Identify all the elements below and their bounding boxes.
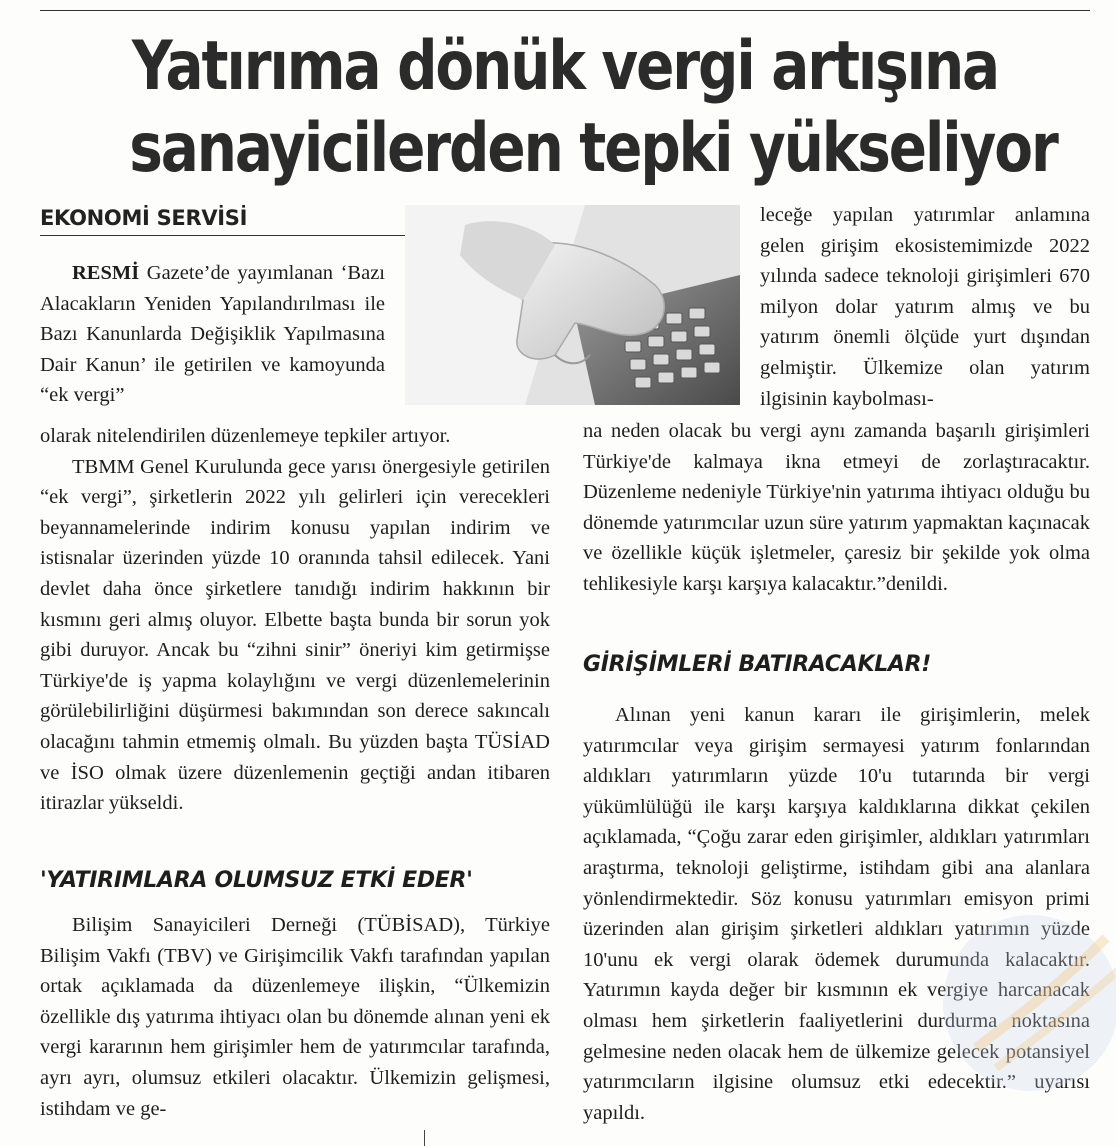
headline (129, 26, 1057, 190)
headline-line-2: sanayicilerden tepki yükseliyor (129, 109, 1057, 188)
left-column-body (40, 421, 550, 819)
left-column-top (40, 258, 385, 411)
column-separator (424, 1130, 425, 1146)
subheading-left: 'YATIRIMLARA OLUMSUZ ETKİ EDER' (40, 868, 473, 893)
hand-calculator-photo (405, 205, 740, 405)
paragraph-1-start (40, 258, 385, 411)
left-column-bottom (40, 910, 550, 1124)
paragraph-3: Bilişim Sanayicileri Derneği (TÜBİSAD), Türkiye Bilişim Vakfı (TBV) ve Girişimcilik Vakfı tarafından yapılan ortak açıklamada da düzenlemeye ilişkin, “Ülkemizin özellikle dış yatırıma ihtiyacı olan bu dönemde alınan yeni ek vergi kararının hem girişimler hem de yatırımcılar tarafında, ayrı ayrı, olumsuz etkileri olacaktır. Ülkemizin gelişmesi, istihdam ve ge- (40, 914, 550, 1120)
watermark-logo-icon (936, 908, 1116, 1098)
paragraph-3-end: na neden olacak bu vergi aynı zamanda başarılı girişimleri Türkiye'de kalmaya ikna etmeyi de zorlaştıracaktır. Düzenleme nedeniyle Türkiye'nin yatırıma ihtiyacı olduğu bu dönemde yatırımcılar uzun süre yatırım yapmaktan kaçınacak ve özellikle küçük işletmeler, çaresiz bir şekilde yok olma tehlikesiyle karşı karşıya kalacaktır.”denildi. (583, 420, 1090, 595)
right-column-top (760, 200, 1090, 414)
paragraph-1-text: Gazete’de yayımlanan ‘Bazı Alacakların Yeniden Yapılandırılması ile Bazı Kanunlarda Değişiklik Yapılmasına Dair Kanun’ ile getirilen ve kamoyunda “ek vergi” (40, 262, 385, 407)
lead-word: RESMİ (72, 262, 140, 284)
right-column-body (583, 416, 1090, 600)
paragraph-1-end: olarak nitelendirilen düzenlemeye tepkiler artıyor. (40, 425, 451, 447)
photo-illustration (405, 205, 740, 405)
paragraph-2: TBMM Genel Kurulunda gece yarısı önergesiyle getirilen “ek vergi”, şirketlerin 2022 yılı gelirleri için verecekleri beyannamelerinde indirim konusu yapılan indirim ve istisnalar üzerinden yüzde 10 oranında tahsil edilecek. Yani devlet daha önce şirketlere tanıdığı indirim hakkının bir kısmını geri almış oluyor. Elbette başta bunda bir sorun yok gibi duruyor. Ancak bu “zihni sinir” öneriyi kim getirmişse Türkiye'de iş yapma kolaylığını ve vergi düzenlemelerinin görülebilirliğini düşürmesi bakımından son derece sakıncalı olacağını tahmin etmemiş olmalı. Bu yüzden başta TÜSİAD ve İSO olmak üzere düzenlemenin geçtiği andan itibaren itirazlar yükseldi. (40, 455, 550, 815)
subheading-right: GİRİŞİMLERİ BATIRACAKLAR! (583, 652, 932, 677)
headline-line-1: Yatırıma dönük vergi artışına (131, 27, 999, 106)
paragraph-4: Alınan yeni kanun kararı ile girişimlerin, melek yatırımcılar veya girişim sermayesi yatırım fonlarından aldıkları yatırımların yüzde 10'u tutarında bir vergi yükümlülüğü ile karşı karşıya kaldıklarına dikkat çekilen açıklamada, “Çoğu zarar eden girişimler, aldıkları yatırımları araştırma, teknoloji geliştirme, istihdam gibi ana alanlara yönlendirmektedir. Söz konusu yatırımları emisyon primi üzerinden alan girişim şirketleri aldıkları yatırımın yüzde 10'unu ek vergi olarak ödemek durumunda kalacaktır. Yatırımın kayda değer bir kısmının ek vergiye harcanacak olması hem şirketlerin faaliyetlerini durdurma noktasına gelmesine neden olacak hem de ülkemize gelecek potansiyel yatırımcıların ilgisine olumsuz etki edecektir.” uyarısı yapıldı. (583, 704, 1090, 1124)
paragraph-3-continued: leceğe yapılan yatırımlar anlamına gelen girişim ekosistemimizde 2022 yılında sadece teknoloji girişimleri 670 milyon dolar yatırım almış ve bu yatırım önemli ölçüde yurt dışından gelmiştir. Ülkemize olan yatırım ilgisinin kaybolması- (760, 204, 1090, 410)
byline: EKONOMİ SERVİSİ (40, 203, 407, 236)
top-rule (40, 10, 1090, 11)
